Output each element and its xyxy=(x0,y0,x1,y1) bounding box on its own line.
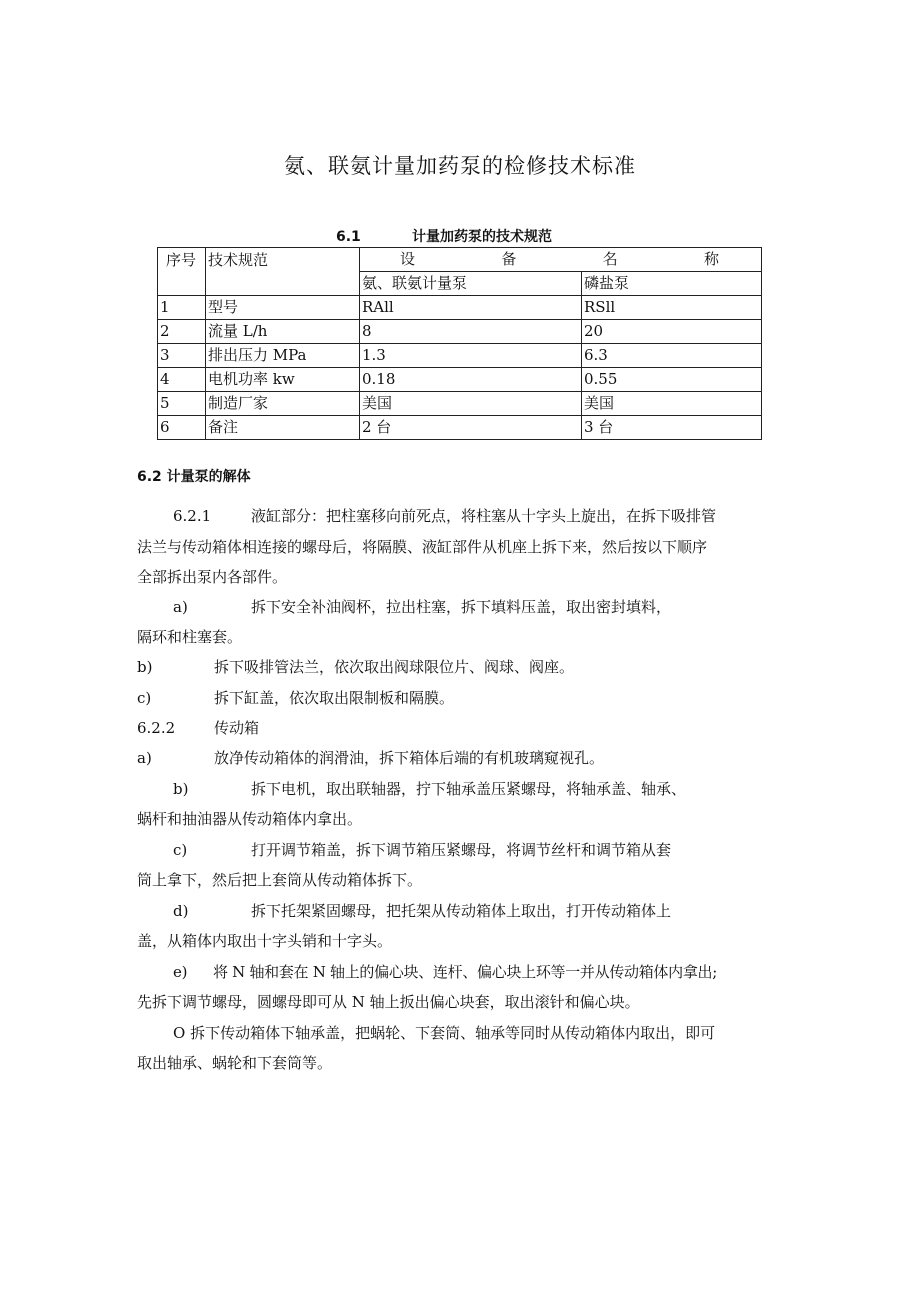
table-caption-text: 计量加药泵的技术规范 xyxy=(412,229,552,245)
cell-col1: 0.18 xyxy=(360,368,582,392)
table-row xyxy=(158,320,762,344)
cell-spec: 制造厂家 xyxy=(206,392,360,416)
cell-seq: 6 xyxy=(158,416,206,440)
cell-col1: RAll xyxy=(360,296,582,320)
cell-col2: 20 xyxy=(582,320,762,344)
item-b2-line2: 蜗杆和抽油器从传动箱体内拿出。 xyxy=(137,810,363,828)
item-e2-line1: e) 将 N 轴和套在 N 轴上的偏心块、连杆、偏心块上环等一并从传动箱体内拿出; xyxy=(173,963,717,981)
cell-col2: 6.3 xyxy=(582,344,762,368)
para-6-2-1-line3: 全部拆出泵内各部件。 xyxy=(137,568,288,586)
para-6-2-1-line1: 6.2.1 液缸部分：把柱塞移向前死点，将柱塞从十字头上旋出，在拆下吸排管 xyxy=(173,507,717,525)
cell-col1: 8 xyxy=(360,320,582,344)
item-b1: b) 拆下吸排管法兰，依次取出阀球限位片、阀球、阀座。 xyxy=(137,658,575,676)
section-heading: 6.2 计量泵的解体 xyxy=(137,469,251,485)
item-c2-line1: c) 打开调节箱盖，拆下调节箱压紧螺母，将调节丝杆和调节箱从套 xyxy=(173,841,672,859)
header-spec: 技术规范 xyxy=(206,248,360,296)
cell-col1: 美国 xyxy=(360,392,582,416)
cell-seq: 1 xyxy=(158,296,206,320)
item-e2-line2: 先拆下调节螺母，圆螺母即可从 N 轴上扳出偏心块套，取出滚针和偏心块。 xyxy=(137,993,640,1011)
item-b2-line1: b) 拆下电机，取出联轴器，拧下轴承盖压紧螺母，将轴承盖、轴承、 xyxy=(173,780,687,798)
para-6-2-2: 6.2.2 传动箱 xyxy=(137,719,260,737)
item-d2-line2: 盖，从箱体内取出十字头销和十字头。 xyxy=(137,932,393,950)
cell-col1: 2 台 xyxy=(360,416,582,440)
header-col1: 氨、联氨计量泵 xyxy=(360,272,582,296)
para-6-2-1-line2: 法兰与传动箱体相连接的螺母后，将隔膜、液缸部件从机座上拆下来，然后按以下顺序 xyxy=(137,538,708,556)
item-f2-line1: O 拆下传动箱体下轴承盖，把蜗轮、下套筒、轴承等同时从传动箱体内取出，即可 xyxy=(173,1024,716,1042)
table-row xyxy=(158,392,762,416)
table-row xyxy=(158,344,762,368)
cell-spec: 排出压力 MPa xyxy=(206,344,360,368)
table-caption-number: 6.1 xyxy=(336,229,361,245)
cell-col2: 美国 xyxy=(582,392,762,416)
cell-col2: 0.55 xyxy=(582,368,762,392)
header-col2: 磷盐泵 xyxy=(582,272,762,296)
item-d2-line1: d) 拆下托架紧固螺母，把托架从传动箱体上取出，打开传动箱体上 xyxy=(173,902,672,920)
cell-col2: 3 台 xyxy=(582,416,762,440)
item-c2-line2: 筒上拿下，然后把上套筒从传动箱体拆下。 xyxy=(137,871,423,889)
cell-seq: 2 xyxy=(158,320,206,344)
cell-seq: 3 xyxy=(158,344,206,368)
item-a2: a) 放净传动箱体的润滑油，拆下箱体后端的有机玻璃窥视孔。 xyxy=(137,749,605,767)
cell-spec: 型号 xyxy=(206,296,360,320)
cell-col1: 1.3 xyxy=(360,344,582,368)
table-header-row xyxy=(158,248,762,272)
spec-table xyxy=(157,247,762,440)
item-c1: c) 拆下缸盖，依次取出限制板和隔膜。 xyxy=(137,689,455,707)
cell-col2: RSll xyxy=(582,296,762,320)
item-a1-line1: a) 拆下安全补油阀杯，拉出柱塞，拆下填料压盖，取出密封填料， xyxy=(173,598,672,616)
table-caption xyxy=(336,226,552,246)
cell-seq: 4 xyxy=(158,368,206,392)
table-row xyxy=(158,296,762,320)
header-seq: 序号 xyxy=(158,248,206,296)
cell-spec: 电机功率 kw xyxy=(206,368,360,392)
cell-spec: 流量 L/h xyxy=(206,320,360,344)
cell-seq: 5 xyxy=(158,392,206,416)
item-a1-line2: 隔环和柱塞套。 xyxy=(137,628,243,646)
table-row xyxy=(158,416,762,440)
document-title: 氨、联氨计量加药泵的检修技术标准 xyxy=(284,154,636,178)
header-device-name: 设 备 名 称 xyxy=(360,248,762,272)
cell-spec: 备注 xyxy=(206,416,360,440)
item-f2-line2: 取出轴承、蜗轮和下套筒等。 xyxy=(137,1054,333,1072)
table-row xyxy=(158,368,762,392)
